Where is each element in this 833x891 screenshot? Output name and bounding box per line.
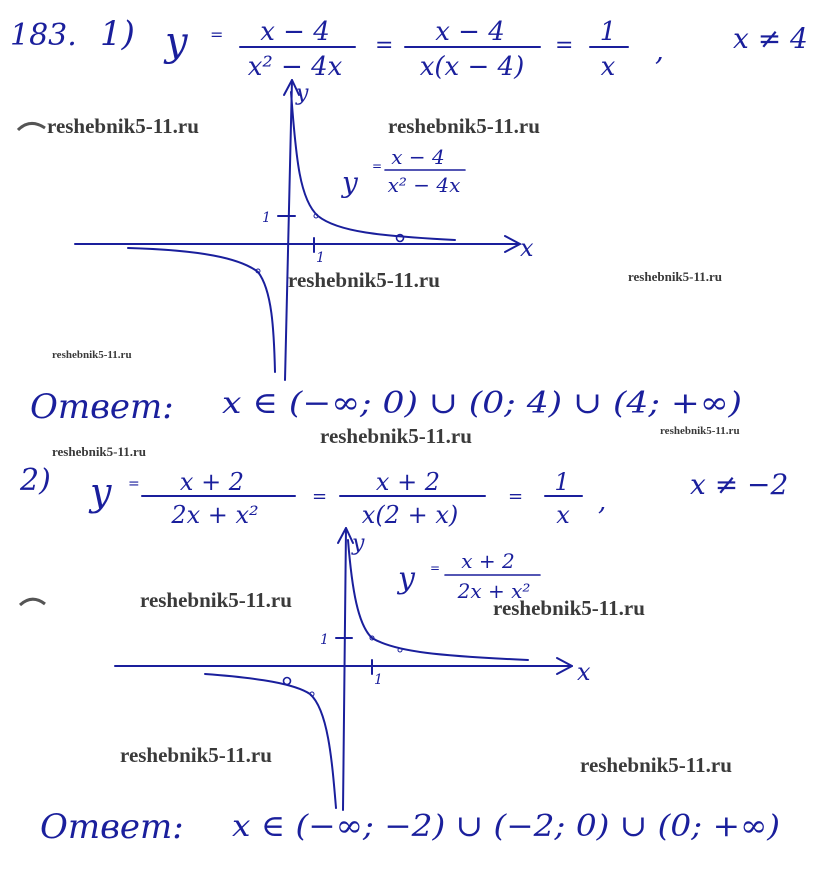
part2-axis-y-label: y	[352, 531, 365, 556]
part1-tick-one-y: 1	[262, 210, 271, 226]
watermark: reshebnik5-11.ru	[628, 269, 723, 284]
part2-frac2-denominator: x(2 + x)	[361, 501, 459, 529]
watermark: reshebnik5-11.ru	[580, 753, 732, 777]
watermark: reshebnik5-11.ru	[660, 425, 740, 437]
part2-answer: x ∈ (−∞; −2) ∪ (−2; 0) ∪ (0; +∞)	[232, 809, 780, 844]
part2-tick-one-y: 1	[320, 632, 329, 648]
part1-fraction-2	[405, 17, 540, 82]
part1-frac3-numerator: 1	[599, 17, 617, 47]
watermark: reshebnik5-11.ru	[120, 743, 272, 767]
part1-axis-y-label: y	[296, 81, 309, 106]
part2-graph	[115, 528, 591, 810]
part1-hyperbola-left-branch	[128, 248, 275, 372]
part1-frac2-denominator: x(x − 4)	[419, 52, 525, 82]
part2-tick-one-x: 1	[374, 672, 383, 688]
watermark: reshebnik5-11.ru	[288, 268, 440, 292]
watermark: reshebnik5-11.ru	[140, 588, 292, 612]
watermark: reshebnik5-11.ru	[388, 114, 540, 138]
part1-condition: x ≠ 4	[733, 22, 808, 55]
part1-answer-label: Ответ:	[30, 387, 174, 427]
svg-text:=: =	[430, 561, 441, 575]
page-corner-arc-1	[18, 123, 45, 130]
part1-answer: x ∈ (−∞; 0) ∪ (0; 4) ∪ (4; +∞)	[222, 386, 742, 421]
part1-fraction-1	[240, 17, 355, 82]
part2-frac1-denominator: 2x + x²	[171, 501, 259, 529]
part2-graph-function-label	[396, 549, 540, 603]
part2-axis-x-label: x	[577, 658, 591, 686]
part1-label: 1)	[100, 14, 135, 54]
part2-eq-1: =	[128, 476, 140, 492]
problem-number: 183.	[10, 18, 77, 53]
part2-eq-2: =	[312, 486, 328, 507]
part2-punctured-point	[284, 678, 291, 685]
part1-tick-one-x: 1	[316, 250, 325, 266]
part1-frac1-denominator: x² − 4x	[247, 52, 343, 82]
part1-frac3-denominator: x	[600, 52, 616, 82]
part2-graph-fn-numerator: x + 2	[461, 549, 515, 573]
part1-eq-2: =	[375, 33, 394, 58]
part1-frac1-numerator: x − 4	[260, 17, 330, 47]
part2-frac3-numerator: 1	[554, 468, 570, 496]
part1-graph-y: y	[342, 166, 358, 199]
part1-graph-fn-numerator: x − 4	[391, 145, 445, 169]
watermark: reshebnik5-11.ru	[47, 114, 199, 138]
part2-hyperbola-left-branch	[205, 674, 336, 808]
watermark: reshebnik5-11.ru	[52, 349, 132, 361]
part1-fraction-3	[590, 17, 628, 82]
part2-frac2-numerator: x + 2	[375, 468, 441, 496]
part1-eq-1: =	[210, 25, 224, 44]
part1-eq-3: =	[555, 33, 574, 58]
watermark: reshebnik5-11.ru	[320, 424, 472, 448]
part1-frac2-numerator: x − 4	[435, 17, 505, 47]
part1-y: y	[165, 19, 188, 65]
part2-fraction-3	[545, 468, 582, 529]
part2-y-axis	[343, 528, 346, 810]
part1-axis-x-label: x	[520, 234, 534, 262]
part2-answer-label: Ответ:	[40, 807, 184, 847]
part1-y-axis	[285, 80, 292, 380]
part2-fraction-2	[340, 468, 485, 529]
part2-graph-y: y	[398, 561, 415, 596]
part2-eq-3: =	[508, 486, 524, 507]
page-corner-arc-2	[20, 599, 45, 605]
part2-frac3-denominator: x	[556, 501, 570, 529]
part2-fraction-1	[142, 468, 295, 529]
svg-text:=: =	[372, 159, 383, 173]
part2-condition: x ≠ −2	[690, 468, 789, 501]
part2-comma: ,	[598, 487, 607, 517]
watermark: reshebnik5-11.ru	[52, 444, 147, 459]
watermark: reshebnik5-11.ru	[493, 596, 645, 620]
part2-frac1-numerator: x + 2	[179, 468, 245, 496]
part1-graph-function-label	[340, 145, 465, 199]
part2-y: y	[90, 470, 112, 514]
part1-graph-fn-denominator: x² − 4x	[387, 173, 461, 197]
part1-comma: ,	[655, 34, 664, 67]
part2-graph-fn-denominator: 2x + x²	[457, 579, 531, 603]
part2-label: 2)	[20, 463, 51, 498]
